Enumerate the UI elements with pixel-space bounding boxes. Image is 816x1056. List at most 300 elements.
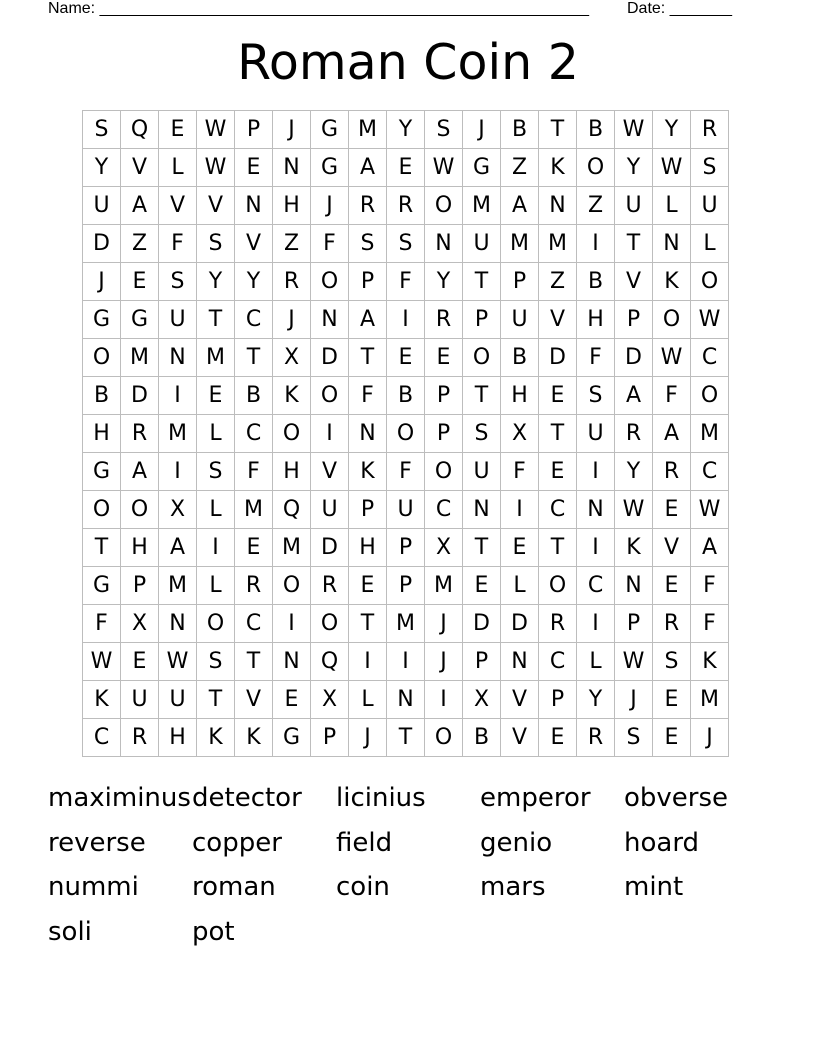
grid-cell: Y bbox=[387, 111, 425, 149]
grid-cell: K bbox=[273, 377, 311, 415]
grid-cell: E bbox=[235, 529, 273, 567]
grid-cell: F bbox=[387, 453, 425, 491]
grid-cell: N bbox=[577, 491, 615, 529]
grid-cell: O bbox=[273, 567, 311, 605]
grid-cell: U bbox=[463, 225, 501, 263]
grid-cell: K bbox=[349, 453, 387, 491]
word-search-grid bbox=[82, 110, 729, 757]
grid-cell: E bbox=[387, 149, 425, 187]
grid-cell: A bbox=[121, 187, 159, 225]
grid-cell: F bbox=[501, 453, 539, 491]
grid-cell: K bbox=[691, 643, 729, 681]
grid-cell: F bbox=[387, 263, 425, 301]
grid-cell: S bbox=[197, 225, 235, 263]
grid-cell: D bbox=[121, 377, 159, 415]
grid-cell: G bbox=[83, 301, 121, 339]
word-bank-item: coin bbox=[336, 872, 390, 902]
grid-cell: O bbox=[121, 491, 159, 529]
grid-cell: Z bbox=[539, 263, 577, 301]
grid-cell: X bbox=[159, 491, 197, 529]
grid-cell: O bbox=[425, 453, 463, 491]
grid-cell: K bbox=[197, 719, 235, 757]
grid-cell: O bbox=[273, 415, 311, 453]
grid-row bbox=[83, 643, 729, 681]
grid-cell: U bbox=[387, 491, 425, 529]
word-bank-item: roman bbox=[192, 872, 276, 902]
grid-cell: O bbox=[577, 149, 615, 187]
grid-cell: I bbox=[197, 529, 235, 567]
grid-cell: V bbox=[235, 681, 273, 719]
grid-cell: W bbox=[615, 491, 653, 529]
grid-cell: Y bbox=[615, 149, 653, 187]
grid-cell: R bbox=[235, 567, 273, 605]
grid-cell: E bbox=[501, 529, 539, 567]
grid-cell: X bbox=[121, 605, 159, 643]
grid-cell: E bbox=[653, 681, 691, 719]
grid-cell: M bbox=[425, 567, 463, 605]
word-bank bbox=[48, 778, 768, 956]
grid-cell: P bbox=[121, 567, 159, 605]
grid-cell: Y bbox=[615, 453, 653, 491]
grid-cell: I bbox=[577, 605, 615, 643]
grid-cell: N bbox=[273, 149, 311, 187]
grid-cell: Z bbox=[121, 225, 159, 263]
grid-row bbox=[83, 567, 729, 605]
grid-cell: P bbox=[463, 643, 501, 681]
grid-cell: D bbox=[539, 339, 577, 377]
grid-cell: T bbox=[463, 263, 501, 301]
grid-cell: U bbox=[311, 491, 349, 529]
grid-cell: H bbox=[273, 453, 311, 491]
grid-cell: P bbox=[387, 529, 425, 567]
grid-cell: Y bbox=[425, 263, 463, 301]
grid-cell: O bbox=[311, 263, 349, 301]
grid-cell: V bbox=[121, 149, 159, 187]
grid-cell: W bbox=[691, 491, 729, 529]
grid-cell: W bbox=[615, 643, 653, 681]
grid-cell: M bbox=[235, 491, 273, 529]
word-bank-item: mint bbox=[624, 872, 684, 902]
grid-cell: W bbox=[159, 643, 197, 681]
grid-cell: E bbox=[159, 111, 197, 149]
grid-cell: F bbox=[349, 377, 387, 415]
grid-cell: N bbox=[653, 225, 691, 263]
grid-cell: O bbox=[83, 339, 121, 377]
grid-cell: Q bbox=[121, 111, 159, 149]
grid-cell: I bbox=[577, 225, 615, 263]
grid-cell: E bbox=[539, 453, 577, 491]
grid-cell: Q bbox=[273, 491, 311, 529]
grid-cell: P bbox=[235, 111, 273, 149]
grid-row bbox=[83, 301, 729, 339]
word-bank-item: nummi bbox=[48, 872, 139, 902]
page-title: Roman Coin 2 bbox=[237, 34, 579, 91]
grid-cell: I bbox=[311, 415, 349, 453]
grid-cell: X bbox=[425, 529, 463, 567]
grid-cell: N bbox=[425, 225, 463, 263]
grid-cell: N bbox=[311, 301, 349, 339]
grid-cell: V bbox=[235, 225, 273, 263]
grid-cell: I bbox=[159, 377, 197, 415]
name-field-line: Name: _______________________________________________________ bbox=[48, 0, 589, 17]
grid-cell: C bbox=[235, 415, 273, 453]
grid-cell: P bbox=[387, 567, 425, 605]
grid-cell: C bbox=[235, 605, 273, 643]
grid-cell: B bbox=[235, 377, 273, 415]
grid-cell: K bbox=[653, 263, 691, 301]
grid-cell: E bbox=[349, 567, 387, 605]
grid-cell: R bbox=[273, 263, 311, 301]
grid-cell: M bbox=[501, 225, 539, 263]
grid-cell: N bbox=[273, 643, 311, 681]
grid-cell: J bbox=[425, 643, 463, 681]
grid-cell: T bbox=[539, 529, 577, 567]
grid-cell: I bbox=[577, 529, 615, 567]
grid-cell: N bbox=[159, 339, 197, 377]
grid-cell: T bbox=[235, 339, 273, 377]
grid-cell: O bbox=[691, 377, 729, 415]
grid-cell: J bbox=[273, 301, 311, 339]
grid-cell: R bbox=[539, 605, 577, 643]
word-bank-item: licinius bbox=[336, 783, 426, 813]
grid-cell: Y bbox=[83, 149, 121, 187]
grid-row bbox=[83, 605, 729, 643]
grid-cell: O bbox=[425, 719, 463, 757]
grid-cell: S bbox=[425, 111, 463, 149]
grid-cell: L bbox=[577, 643, 615, 681]
grid-cell: B bbox=[577, 111, 615, 149]
grid-cell: S bbox=[615, 719, 653, 757]
grid-cell: Z bbox=[501, 149, 539, 187]
grid-cell: U bbox=[501, 301, 539, 339]
grid-cell: T bbox=[349, 339, 387, 377]
grid-cell: O bbox=[387, 415, 425, 453]
grid-cell: R bbox=[653, 453, 691, 491]
grid-cell: O bbox=[311, 605, 349, 643]
grid-cell: J bbox=[311, 187, 349, 225]
grid-cell: N bbox=[539, 187, 577, 225]
grid-cell: I bbox=[387, 643, 425, 681]
grid-cell: V bbox=[197, 187, 235, 225]
grid-cell: H bbox=[273, 187, 311, 225]
grid-cell: U bbox=[121, 681, 159, 719]
grid-cell: I bbox=[387, 301, 425, 339]
grid-cell: C bbox=[425, 491, 463, 529]
grid-cell: Y bbox=[197, 263, 235, 301]
grid-cell: E bbox=[653, 491, 691, 529]
grid-cell: B bbox=[83, 377, 121, 415]
grid-row bbox=[83, 491, 729, 529]
grid-cell: Y bbox=[235, 263, 273, 301]
grid-cell: O bbox=[539, 567, 577, 605]
grid-cell: X bbox=[311, 681, 349, 719]
grid-cell: O bbox=[197, 605, 235, 643]
grid-cell: T bbox=[197, 301, 235, 339]
grid-cell: W bbox=[615, 111, 653, 149]
grid-cell: E bbox=[425, 339, 463, 377]
grid-cell: J bbox=[349, 719, 387, 757]
grid-cell: R bbox=[653, 605, 691, 643]
grid-cell: C bbox=[691, 339, 729, 377]
grid-cell: W bbox=[691, 301, 729, 339]
grid-cell: Y bbox=[577, 681, 615, 719]
grid-row bbox=[83, 719, 729, 757]
grid-cell: V bbox=[615, 263, 653, 301]
grid-cell: V bbox=[159, 187, 197, 225]
grid-cell: S bbox=[691, 149, 729, 187]
grid-cell: F bbox=[691, 605, 729, 643]
grid-cell: G bbox=[463, 149, 501, 187]
grid-cell: T bbox=[387, 719, 425, 757]
grid-cell: A bbox=[691, 529, 729, 567]
grid-cell: A bbox=[501, 187, 539, 225]
grid-cell: T bbox=[349, 605, 387, 643]
grid-cell: A bbox=[349, 301, 387, 339]
grid-cell: D bbox=[463, 605, 501, 643]
grid-cell: H bbox=[159, 719, 197, 757]
grid-cell: O bbox=[653, 301, 691, 339]
grid-cell: V bbox=[501, 719, 539, 757]
grid-cell: T bbox=[463, 529, 501, 567]
grid-cell: N bbox=[387, 681, 425, 719]
grid-cell: T bbox=[615, 225, 653, 263]
grid-cell: P bbox=[615, 605, 653, 643]
word-bank-item: pot bbox=[192, 916, 235, 947]
grid-cell: E bbox=[539, 719, 577, 757]
grid-cell: F bbox=[311, 225, 349, 263]
grid-cell: K bbox=[539, 149, 577, 187]
grid-cell: M bbox=[273, 529, 311, 567]
word-bank-item: maximinus bbox=[48, 783, 191, 813]
grid-cell: D bbox=[311, 339, 349, 377]
word-bank-item: hoard bbox=[624, 827, 700, 858]
grid-cell: N bbox=[463, 491, 501, 529]
grid-row bbox=[83, 377, 729, 415]
grid-cell: L bbox=[197, 415, 235, 453]
grid-cell: F bbox=[653, 377, 691, 415]
grid-cell: E bbox=[121, 643, 159, 681]
grid-cell: B bbox=[387, 377, 425, 415]
grid-cell: R bbox=[121, 719, 159, 757]
grid-cell: G bbox=[121, 301, 159, 339]
grid-cell: E bbox=[387, 339, 425, 377]
grid-cell: P bbox=[615, 301, 653, 339]
grid-cell: L bbox=[653, 187, 691, 225]
grid-cell: M bbox=[387, 605, 425, 643]
grid-cell: T bbox=[83, 529, 121, 567]
word-bank-item: reverse bbox=[48, 827, 146, 858]
grid-cell: M bbox=[539, 225, 577, 263]
grid-cell: I bbox=[349, 643, 387, 681]
grid-cell: V bbox=[311, 453, 349, 491]
grid-cell: X bbox=[463, 681, 501, 719]
grid-cell: P bbox=[501, 263, 539, 301]
grid-cell: R bbox=[691, 111, 729, 149]
word-bank-item: soli bbox=[48, 916, 92, 947]
grid-cell: M bbox=[121, 339, 159, 377]
grid-cell: G bbox=[311, 149, 349, 187]
grid-row bbox=[83, 339, 729, 377]
grid-cell: Z bbox=[577, 187, 615, 225]
word-bank-item: mars bbox=[480, 872, 546, 902]
grid-cell: R bbox=[349, 187, 387, 225]
grid-cell: L bbox=[197, 491, 235, 529]
grid-cell: B bbox=[501, 111, 539, 149]
grid-cell: F bbox=[691, 567, 729, 605]
grid-cell: Y bbox=[653, 111, 691, 149]
grid-cell: V bbox=[501, 681, 539, 719]
grid-cell: T bbox=[235, 643, 273, 681]
grid-row bbox=[83, 225, 729, 263]
grid-cell: J bbox=[691, 719, 729, 757]
grid-cell: X bbox=[273, 339, 311, 377]
grid-cell: S bbox=[387, 225, 425, 263]
grid-cell: F bbox=[159, 225, 197, 263]
grid-cell: T bbox=[539, 415, 577, 453]
grid-cell: X bbox=[501, 415, 539, 453]
word-bank-item: genio bbox=[480, 827, 553, 858]
grid-cell: E bbox=[197, 377, 235, 415]
grid-cell: C bbox=[83, 719, 121, 757]
grid-cell: T bbox=[197, 681, 235, 719]
grid-cell: S bbox=[83, 111, 121, 149]
grid-cell: W bbox=[653, 339, 691, 377]
grid-cell: M bbox=[691, 681, 729, 719]
grid-cell: W bbox=[83, 643, 121, 681]
grid-cell: B bbox=[463, 719, 501, 757]
word-bank-item: copper bbox=[192, 827, 282, 858]
grid-cell: P bbox=[425, 377, 463, 415]
grid-cell: U bbox=[159, 301, 197, 339]
grid-cell: D bbox=[615, 339, 653, 377]
grid-cell: E bbox=[653, 567, 691, 605]
grid-cell: H bbox=[121, 529, 159, 567]
grid-cell: A bbox=[121, 453, 159, 491]
grid-row bbox=[83, 529, 729, 567]
grid-cell: U bbox=[691, 187, 729, 225]
grid-cell: H bbox=[577, 301, 615, 339]
grid-cell: L bbox=[349, 681, 387, 719]
grid-cell: C bbox=[235, 301, 273, 339]
grid-cell: F bbox=[83, 605, 121, 643]
grid-cell: N bbox=[235, 187, 273, 225]
grid-cell: D bbox=[83, 225, 121, 263]
grid-cell: A bbox=[349, 149, 387, 187]
grid-cell: N bbox=[615, 567, 653, 605]
grid-cell: W bbox=[197, 111, 235, 149]
grid-cell: J bbox=[463, 111, 501, 149]
grid-cell: S bbox=[577, 377, 615, 415]
grid-cell: H bbox=[349, 529, 387, 567]
grid-cell: G bbox=[83, 567, 121, 605]
grid-cell: L bbox=[501, 567, 539, 605]
grid-row bbox=[83, 681, 729, 719]
grid-cell: B bbox=[501, 339, 539, 377]
grid-cell: C bbox=[539, 491, 577, 529]
grid-cell: W bbox=[653, 149, 691, 187]
grid-cell: D bbox=[311, 529, 349, 567]
grid-cell: J bbox=[425, 605, 463, 643]
grid-cell: R bbox=[121, 415, 159, 453]
grid-cell: T bbox=[463, 377, 501, 415]
grid-cell: S bbox=[159, 263, 197, 301]
grid-cell: E bbox=[273, 681, 311, 719]
grid-cell: S bbox=[197, 453, 235, 491]
grid-cell: O bbox=[425, 187, 463, 225]
grid-cell: Z bbox=[273, 225, 311, 263]
grid-cell: M bbox=[691, 415, 729, 453]
grid-cell: N bbox=[349, 415, 387, 453]
grid-cell: C bbox=[539, 643, 577, 681]
grid-row bbox=[83, 453, 729, 491]
grid-cell: A bbox=[615, 377, 653, 415]
grid-cell: M bbox=[159, 415, 197, 453]
grid-cell: P bbox=[539, 681, 577, 719]
grid-row bbox=[83, 415, 729, 453]
grid-cell: T bbox=[539, 111, 577, 149]
grid-cell: H bbox=[83, 415, 121, 453]
grid-cell: G bbox=[273, 719, 311, 757]
grid-cell: H bbox=[501, 377, 539, 415]
grid-cell: K bbox=[235, 719, 273, 757]
grid-cell: O bbox=[463, 339, 501, 377]
grid-cell: A bbox=[159, 529, 197, 567]
grid-cell: S bbox=[349, 225, 387, 263]
grid-cell: E bbox=[121, 263, 159, 301]
grid-cell: C bbox=[691, 453, 729, 491]
grid-cell: N bbox=[159, 605, 197, 643]
grid-cell: R bbox=[615, 415, 653, 453]
grid-cell: C bbox=[577, 567, 615, 605]
grid-cell: I bbox=[425, 681, 463, 719]
grid-cell: N bbox=[501, 643, 539, 681]
grid-cell: W bbox=[425, 149, 463, 187]
grid-cell: J bbox=[273, 111, 311, 149]
grid-row bbox=[83, 111, 729, 149]
grid-cell: M bbox=[159, 567, 197, 605]
grid-cell: E bbox=[235, 149, 273, 187]
grid-cell: P bbox=[349, 491, 387, 529]
word-bank-item: field bbox=[336, 827, 393, 858]
grid-cell: G bbox=[311, 111, 349, 149]
grid-cell: E bbox=[463, 567, 501, 605]
word-bank-item: obverse bbox=[624, 783, 729, 813]
grid-cell: O bbox=[311, 377, 349, 415]
grid-cell: J bbox=[83, 263, 121, 301]
grid-cell: P bbox=[463, 301, 501, 339]
date-field-line: Date: _______ bbox=[627, 0, 732, 17]
grid-cell: L bbox=[159, 149, 197, 187]
grid-cell: K bbox=[83, 681, 121, 719]
grid-cell: V bbox=[653, 529, 691, 567]
grid-cell: M bbox=[349, 111, 387, 149]
grid-cell: P bbox=[425, 415, 463, 453]
grid-cell: U bbox=[615, 187, 653, 225]
grid-cell: L bbox=[197, 567, 235, 605]
grid-cell: R bbox=[577, 719, 615, 757]
grid-row bbox=[83, 149, 729, 187]
grid-cell: K bbox=[615, 529, 653, 567]
grid-cell: U bbox=[83, 187, 121, 225]
grid-row bbox=[83, 263, 729, 301]
grid-cell: S bbox=[197, 643, 235, 681]
grid-cell: I bbox=[577, 453, 615, 491]
grid-cell: I bbox=[501, 491, 539, 529]
grid-cell: U bbox=[159, 681, 197, 719]
grid-cell: R bbox=[425, 301, 463, 339]
grid-cell: W bbox=[197, 149, 235, 187]
grid-cell: P bbox=[349, 263, 387, 301]
